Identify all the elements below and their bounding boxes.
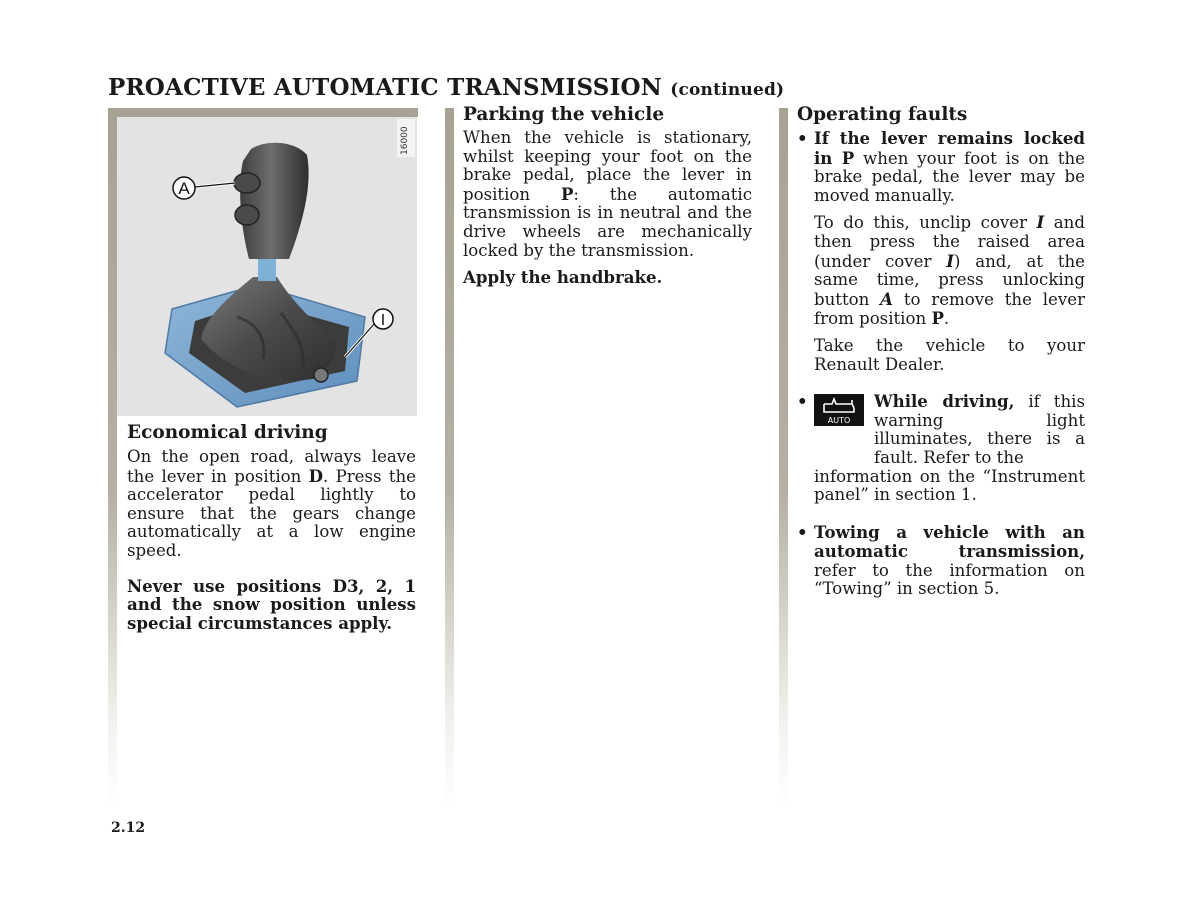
bullet: • bbox=[797, 391, 808, 412]
page-number: 2.12 bbox=[111, 820, 146, 836]
operating-faults-heading: Operating faults bbox=[797, 104, 968, 125]
auto-warning-light-label: AUTO bbox=[827, 416, 851, 426]
figure-code: 16000 bbox=[400, 126, 410, 155]
economical-driving-paragraph: On the open road, always leave the lever in position D. Press the accelerator pedal lightly to ensure that the gears change automatically at a low engine speed. bbox=[127, 447, 416, 560]
parking-handbrake: Apply the handbrake. bbox=[463, 267, 663, 288]
title-continued: (continued) bbox=[670, 80, 785, 100]
figure-top-bar bbox=[108, 108, 418, 117]
callout-a-label: A bbox=[178, 179, 190, 198]
gear-knob bbox=[240, 143, 308, 259]
title-main: PROACTIVE AUTOMATIC TRANSMISSION bbox=[108, 74, 662, 101]
gear-shaft bbox=[258, 257, 276, 281]
fault-item-warning-light bbox=[797, 392, 1085, 505]
economical-driving-warning: Never use positions D3, 2, 1 and the snow position unless special circumstances apply. bbox=[127, 575, 416, 633]
operating-faults-section bbox=[797, 104, 1085, 599]
page-title bbox=[108, 74, 784, 101]
economical-driving-section bbox=[127, 422, 416, 632]
fault-item-towing-text: Towing a vehicle with an automatic transmission, refer to the information on “Towing” in section 5. bbox=[814, 521, 1085, 599]
auto-warning-light-icon bbox=[814, 394, 864, 426]
fault-item-towing bbox=[797, 523, 1085, 599]
fault-item-lever-locked-instructions: To do this, unclip cover I and then press the raised area (under cover I) and, at the same time, press unlocking button A to remove the lever from position P. bbox=[814, 212, 1085, 329]
fault-item-lever-locked-dealer: Take the vehicle to your Renault Dealer. bbox=[814, 335, 1085, 374]
callout-i-label: I bbox=[380, 312, 386, 329]
bullet: • bbox=[797, 128, 808, 148]
gear-lever-drawing bbox=[117, 117, 417, 416]
fault-item-warning-light-text: While driving, if this warning light illuminates, there is a fault. Refer to the bbox=[874, 391, 1085, 467]
fault-item-lever-locked-text: If the lever remains locked in P when your foot is on the brake pedal, the lever may be moved manually. bbox=[814, 128, 1086, 205]
column-2-bar bbox=[445, 108, 454, 808]
economical-driving-heading: Economical driving bbox=[127, 422, 328, 443]
unlock-button-a bbox=[234, 173, 260, 193]
fault-item-lever-locked bbox=[797, 129, 1085, 374]
fault-item-warning-light-continued: information on the “Instrument panel” in section 1. bbox=[814, 466, 1085, 505]
column-1-bar bbox=[108, 108, 117, 808]
gear-lever-illustration bbox=[117, 117, 417, 416]
column-3-bar bbox=[779, 108, 788, 808]
parking-section bbox=[463, 104, 752, 287]
bullet: • bbox=[797, 521, 808, 542]
parking-paragraph: When the vehicle is stationary, whilst keeping your foot on the brake pedal, place the lever in position P: the automatic transmission is in neutral and the drive wheels are mechanically locked by the transmission. bbox=[463, 128, 752, 260]
parking-heading: Parking the vehicle bbox=[463, 104, 665, 125]
